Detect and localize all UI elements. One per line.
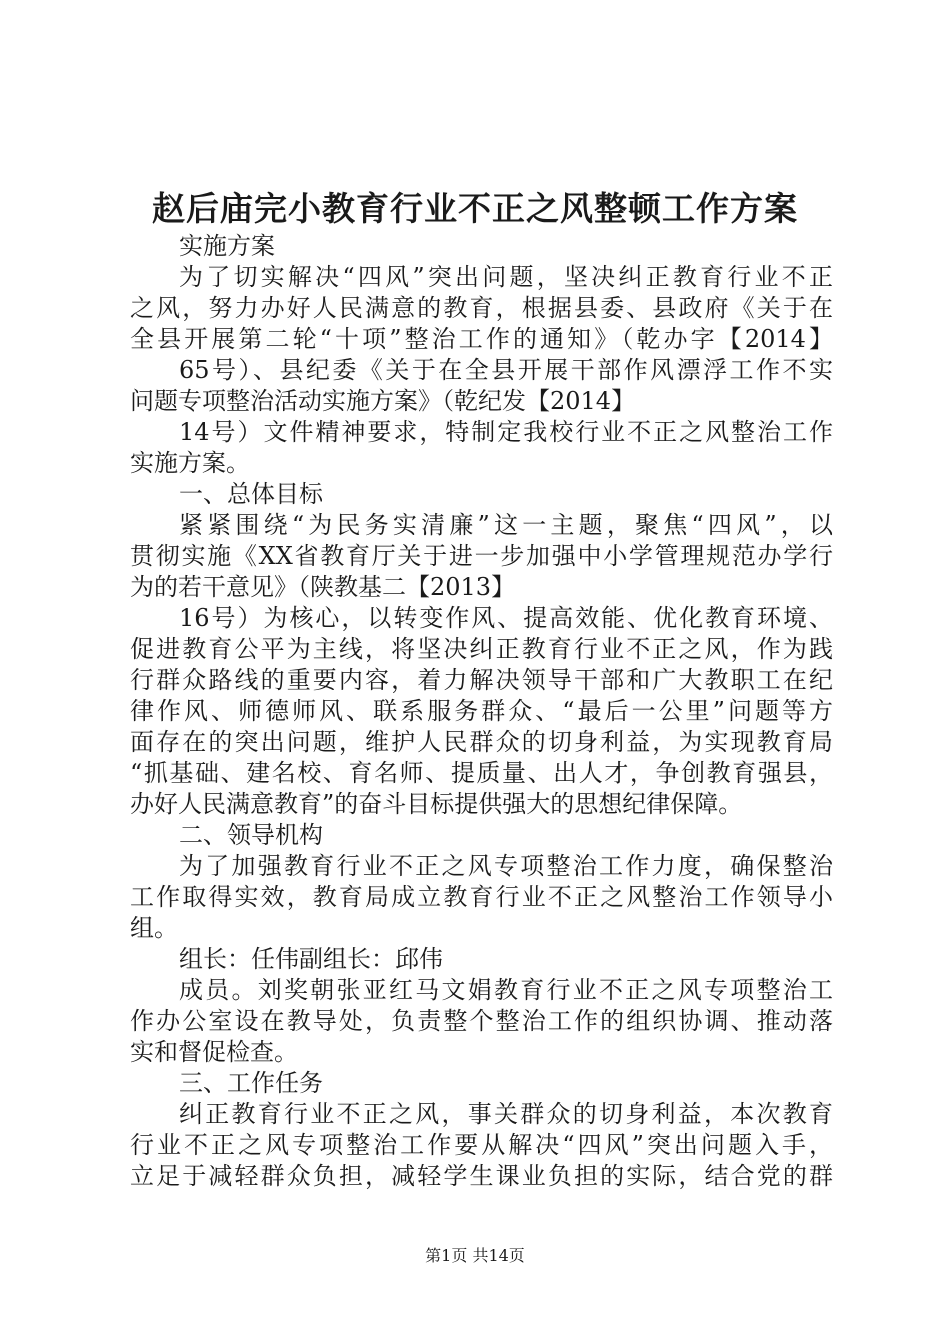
- text-line: 紧紧围绕“为民务实清廉”这一主题，聚焦“四风”，以: [179, 511, 833, 539]
- text-line: 贯彻实施《XX省教育厅关于进一步加强中小学管理规范办学行: [130, 542, 833, 570]
- text-line: 16号）为核心，以转变作风、提高效能、优化教育环境、: [179, 604, 833, 632]
- text-line: 全县开展第二轮“十项”整治工作的通知》（乾办字【2014】: [130, 325, 833, 353]
- text-line: 实施方案。: [130, 449, 250, 477]
- text-line: 作办公室设在教导处，负责整个整治工作的组织协调、推动落: [130, 1007, 833, 1035]
- text-line: 之风，努力办好人民满意的教育，根据县委、县政府《关于在: [130, 294, 833, 322]
- text-line: 14号）文件精神要求，特制定我校行业不正之风整治工作: [179, 418, 833, 446]
- text-line: 为的若干意见》（陕教基二【2013】: [130, 573, 516, 601]
- text-line: 问题专项整治活动实施方案》（乾纪发【2014】: [130, 387, 636, 415]
- text-line: 促进教育公平为主线，将坚决纠正教育行业不正之风，作为践: [130, 635, 833, 663]
- text-line: 面存在的突出问题，维护人民群众的切身利益，为实现教育局: [130, 728, 833, 756]
- text-line: “抓基础、建名校、育名师、提质量、出人才，争创教育强县，: [130, 759, 833, 787]
- text-line: 组长：任伟副组长：邱伟: [179, 945, 443, 973]
- text-line: 律作风、师德师风、联系服务群众、“最后一公里”问题等方: [130, 697, 833, 725]
- text-line: 组。: [130, 914, 178, 942]
- text-line: 成员。刘奖朝张亚红马文娟教育行业不正之风专项整治工: [179, 976, 833, 1004]
- document-body: [130, 231, 833, 1192]
- text-line: 行业不正之风专项整治工作要从解决“四风”突出问题入手，: [130, 1131, 833, 1159]
- text-line: 行群众路线的重要内容，着力解决领导干部和广大教职工在纪: [130, 666, 833, 694]
- text-line: 一、总体目标: [179, 480, 323, 508]
- document-title: 赵后庙完小教育行业不正之风整顿工作方案: [152, 189, 798, 228]
- text-line: 办好人民满意教育”的奋斗目标提供强大的思想纪律保障。: [130, 790, 743, 818]
- text-line: 实和督促检查。: [130, 1038, 298, 1066]
- text-line: 二、领导机构: [179, 821, 323, 849]
- text-line: 三、工作任务: [179, 1069, 323, 1097]
- text-line: 65号）、县纪委《关于在全县开展干部作风漂浮工作不实: [179, 356, 833, 384]
- text-line: 纠正教育行业不正之风，事关群众的切身利益，本次教育: [179, 1100, 833, 1128]
- text-line: 为了加强教育行业不正之风专项整治工作力度，确保整治: [179, 852, 833, 880]
- text-line: 实施方案: [179, 232, 275, 260]
- page-footer: 第1页 共14页: [425, 1246, 525, 1265]
- text-line: 为了切实解决“四风”突出问题，坚决纠正教育行业不正: [179, 263, 833, 291]
- text-line: 工作取得实效，教育局成立教育行业不正之风整治工作领导小: [130, 883, 833, 911]
- text-line: 立足于减轻群众负担，减轻学生课业负担的实际，结合党的群: [130, 1162, 833, 1190]
